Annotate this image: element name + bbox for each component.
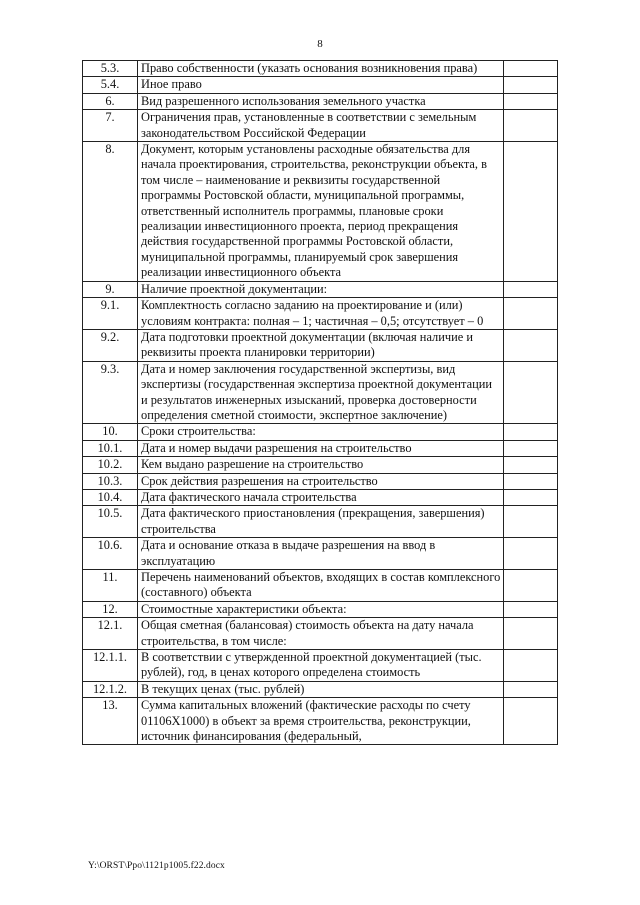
row-description: Дата и основание отказа в выдаче разрешения на ввод в эксплуатацию [138,538,504,570]
row-description: Иное право [138,77,504,93]
row-description: Общая сметная (балансовая) стоимость объекта на дату начала строительства, в том числе: [138,618,504,650]
table-row [83,281,558,297]
footer-file-path: Y:\ORST\Ppo\1121p1005.f22.docx [88,861,225,871]
row-value-cell[interactable] [504,698,558,745]
row-description: Перечень наименований объектов, входящих в состав комплексного (составного) объекта [138,570,504,602]
row-description: Кем выдано разрешение на строительство [138,457,504,473]
table-row [83,77,558,93]
row-number: 10.4. [83,489,138,505]
row-number: 13. [83,698,138,745]
row-value-cell[interactable] [504,77,558,93]
row-number: 12. [83,601,138,617]
row-description: Дата и номер заключения государственной экспертизы, вид экспертизы (государственная экспертиза проектной документации и результатов инженерных изысканий, проверка достоверности определения сметной стоимости, экспертное заключение) [138,361,504,424]
row-value-cell[interactable] [504,424,558,440]
row-number: 5.4. [83,77,138,93]
row-number: 11. [83,570,138,602]
table-row [83,142,558,282]
row-number: 10.2. [83,457,138,473]
row-value-cell[interactable] [504,681,558,697]
row-value-cell[interactable] [504,329,558,361]
row-number: 10.5. [83,506,138,538]
row-description: Наличие проектной документации: [138,281,504,297]
row-value-cell[interactable] [504,298,558,330]
row-number: 9. [83,281,138,297]
row-value-cell[interactable] [504,570,558,602]
row-number: 8. [83,142,138,282]
row-number: 9.2. [83,329,138,361]
row-number: 10.1. [83,440,138,456]
table-row [83,650,558,682]
table-row [83,424,558,440]
row-value-cell[interactable] [504,650,558,682]
row-value-cell[interactable] [504,506,558,538]
row-value-cell[interactable] [504,361,558,424]
table-row [83,681,558,697]
form-table-body [83,61,558,745]
table-row [83,93,558,109]
row-value-cell[interactable] [504,281,558,297]
table-row [83,298,558,330]
row-value-cell[interactable] [504,142,558,282]
row-number: 12.1.2. [83,681,138,697]
table-row [83,329,558,361]
row-value-cell[interactable] [504,473,558,489]
row-description: Документ, которым установлены расходные обязательства для начала проектирования, строительства, реконструкции объекта, в том числе – наименование и реквизиты государственной программы Ростовской области, муниципальной программы, ответственный исполнитель программы, плановые сроки реализации инвестиционного проекта, период прекращения действия государственной программы Ростовской области, муниципальной программы, планируемый срок завершения реализации инвестиционного объекта [138,142,504,282]
row-description: В соответствии с утвержденной проектной документацией (тыс. рублей), год, в ценах которого определена стоимость [138,650,504,682]
row-value-cell[interactable] [504,538,558,570]
row-value-cell[interactable] [504,489,558,505]
row-description: Комплектность согласно заданию на проектирование и (или) условиям контракта: полная – 1; частичная – 0,5; отсутствует – 0 [138,298,504,330]
row-description: Дата фактического начала строительства [138,489,504,505]
row-number: 10.6. [83,538,138,570]
row-value-cell[interactable] [504,93,558,109]
row-number: 7. [83,110,138,142]
row-description: Сроки строительства: [138,424,504,440]
table-row [83,538,558,570]
form-table [82,60,558,745]
row-description: Дата подготовки проектной документации (включая наличие и реквизиты проекта планировки территории) [138,329,504,361]
row-value-cell[interactable] [504,110,558,142]
table-row [83,601,558,617]
row-number: 6. [83,93,138,109]
row-description: Стоимостные характеристики объекта: [138,601,504,617]
row-number: 12.1. [83,618,138,650]
table-row [83,506,558,538]
table-row [83,361,558,424]
table-row [83,110,558,142]
row-description: Дата и номер выдачи разрешения на строительство [138,440,504,456]
table-row [83,473,558,489]
row-value-cell[interactable] [504,618,558,650]
row-description: В текущих ценах (тыс. рублей) [138,681,504,697]
row-number: 12.1.1. [83,650,138,682]
row-value-cell[interactable] [504,601,558,617]
row-number: 9.3. [83,361,138,424]
row-description: Сумма капитальных вложений (фактические расходы по счету 01106Х1000) в объект за время строительства, реконструкции, источник финансирования (федеральный, [138,698,504,745]
row-number: 10. [83,424,138,440]
table-row [83,489,558,505]
row-value-cell[interactable] [504,61,558,77]
row-number: 10.3. [83,473,138,489]
page-number: 8 [317,38,323,50]
table-row [83,61,558,77]
table-row [83,618,558,650]
row-description: Срок действия разрешения на строительство [138,473,504,489]
row-number: 9.1. [83,298,138,330]
table-row [83,698,558,745]
row-description: Дата фактического приостановления (прекращения, завершения) строительства [138,506,504,538]
table-row [83,440,558,456]
row-description: Право собственности (указать основания возникновения права) [138,61,504,77]
row-description: Вид разрешенного использования земельного участка [138,93,504,109]
table-row [83,457,558,473]
table-row [83,570,558,602]
row-description: Ограничения прав, установленные в соответствии с земельным законодательством Российской Федерации [138,110,504,142]
row-value-cell[interactable] [504,440,558,456]
row-value-cell[interactable] [504,457,558,473]
row-number: 5.3. [83,61,138,77]
